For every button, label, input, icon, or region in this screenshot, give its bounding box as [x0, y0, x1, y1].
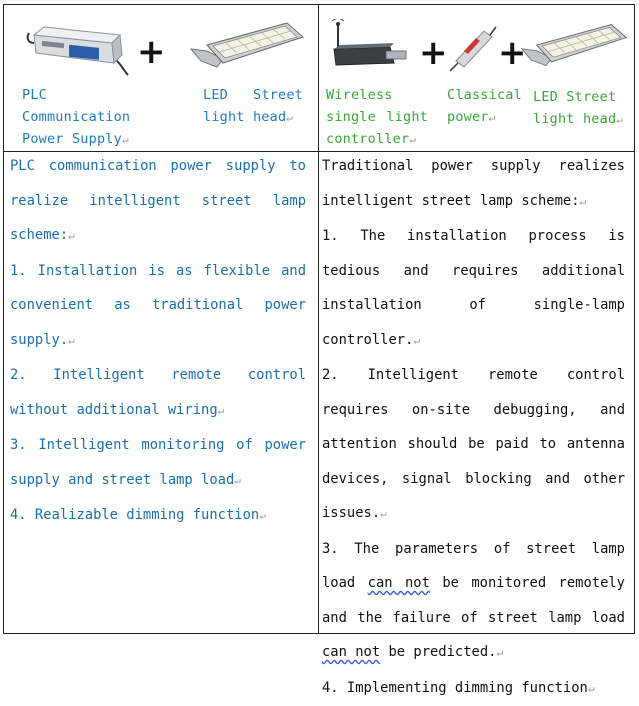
traditional-item-2: 2. Intelligent remote control requires on-site debugging, and attention should be paid to antenna devices, signal blocking and other issues.↵ — [322, 358, 625, 532]
left-header-cell — [4, 5, 317, 150]
wireless-controller-label: Wireless single light controller↵ — [326, 84, 428, 151]
led-street-light-image-left — [187, 15, 307, 77]
wireless-controller-image — [328, 19, 410, 75]
plc-item-4: 4. Realizable dimming function↵ — [10, 498, 306, 534]
plc-advantages-text — [10, 149, 306, 534]
led-street-light-image-right — [518, 15, 630, 77]
plus-sign: + — [498, 36, 527, 70]
led-head-label-left: LED Street light head↵ — [203, 84, 303, 129]
traditional-item-4: 4. Implementing dimming function↵ — [322, 671, 625, 706]
plc-intro: PLC communication power supply to realize intelligent street lamp scheme:↵ — [10, 149, 306, 254]
classical-power-label: Classical power↵ — [447, 84, 525, 129]
traditional-intro: Traditional power supply realizes intelligent street lamp scheme:↵ — [322, 149, 625, 219]
traditional-item-1: 1. The installation process is tedious and requires additional installation of single-lamp controller.↵ — [322, 219, 625, 358]
right-header-cell — [318, 5, 634, 150]
plc-power-supply-image — [24, 13, 134, 83]
plc-power-supply-label: PLC Communication Power Supply↵ — [22, 84, 162, 151]
traditional-item-3: 3. The parameters of street lamp load can not be monitored remotely and the failure of street lamp load can not be predicted.↵ — [322, 532, 625, 671]
plc-item-2: 2. Intelligent remote control without additional wiring↵ — [10, 358, 306, 428]
plc-item-3: 3. Intelligent monitoring of power supply and street lamp load↵ — [10, 428, 306, 498]
led-head-label-right: LED Street light head↵ — [533, 86, 633, 131]
plus-sign: + — [137, 35, 166, 69]
classical-power-image — [446, 23, 498, 75]
traditional-drawbacks-text — [322, 149, 625, 706]
plc-item-1: 1. Installation is as flexible and convenient as traditional power supply.↵ — [10, 254, 306, 359]
plus-sign: + — [419, 36, 448, 70]
